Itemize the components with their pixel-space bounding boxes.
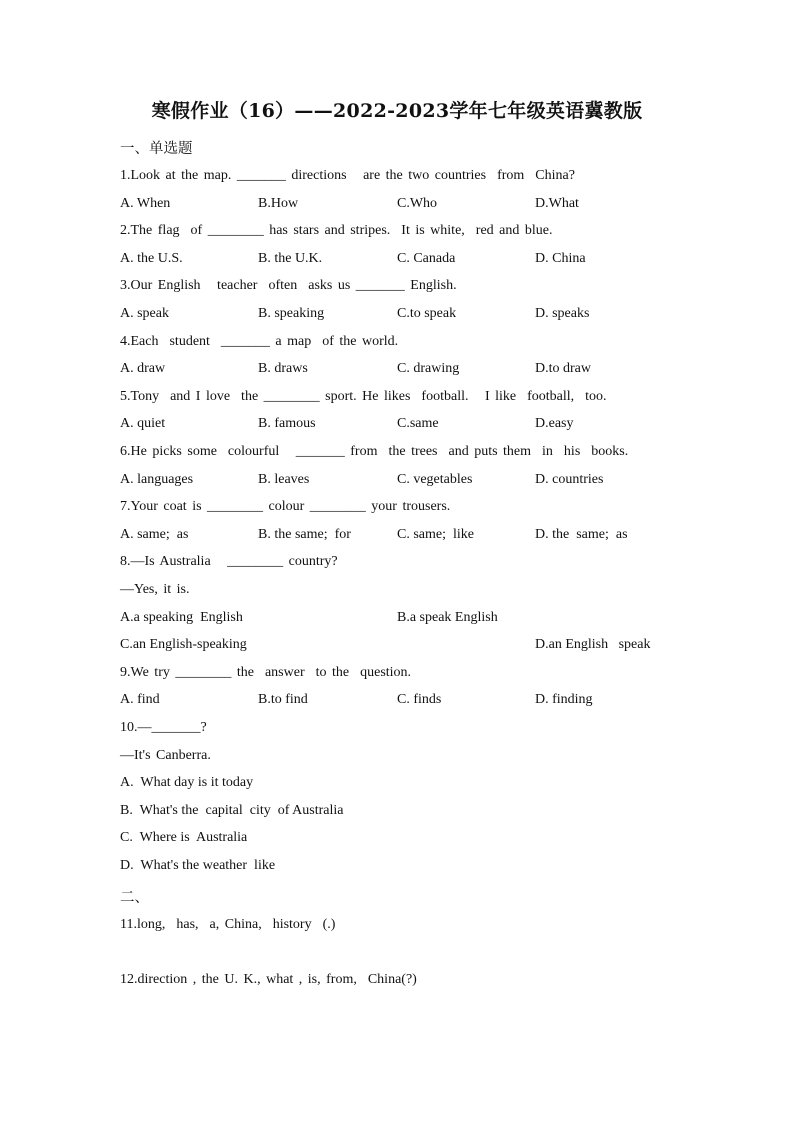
question-1-option-a[interactable]: A. When (120, 196, 171, 211)
question-7-option-a[interactable]: A. same; as (120, 527, 189, 542)
question-10-option-b[interactable]: B. What's the capital city of Australia (120, 803, 344, 818)
question-3-option-d[interactable]: D. speaks (535, 306, 590, 321)
question-3-option-a[interactable]: A. speak (120, 306, 169, 321)
question-5-option-b[interactable]: B. famous (258, 416, 316, 431)
question-8-option-b[interactable]: B.a speak English (397, 610, 498, 625)
question-10-option-c[interactable]: C. Where is Australia (120, 830, 248, 845)
question-2-stem: 2.The flag of ________ has stars and stripes. It is white, red and blue. (120, 223, 553, 238)
question-9-option-a[interactable]: A. find (120, 692, 160, 707)
question-10-option-a[interactable]: A. What day is it today (120, 775, 254, 790)
question-7-option-d[interactable]: D. the same; as (535, 527, 628, 542)
question-6-option-a[interactable]: A. languages (120, 472, 194, 487)
question-1-option-d[interactable]: D.What (535, 196, 579, 211)
question-4-option-a[interactable]: A. draw (120, 361, 166, 376)
question-3-option-b[interactable]: B. speaking (258, 306, 325, 321)
question-9-stem: 9.We try ________ the answer to the question. (120, 665, 412, 680)
question-5-option-d[interactable]: D.easy (535, 416, 574, 431)
question-10-response: —It's Canberra. (120, 748, 211, 763)
page-title: 寒假作业（16）——2022-2023学年七年级英语冀教版 (151, 100, 643, 122)
question-8-stem: 8.—Is Australia ________ country? (120, 554, 338, 569)
task-12: 12.direction , the U. K., what , is, from, China(?) (120, 972, 417, 987)
question-6-option-b[interactable]: B. leaves (258, 472, 310, 487)
section-heading-2: 二、 (120, 890, 149, 906)
question-7-option-b[interactable]: B. the same; for (258, 527, 351, 542)
question-6-option-d[interactable]: D. countries (535, 472, 604, 487)
question-8-response: —Yes, it is. (120, 582, 190, 597)
question-2-option-c[interactable]: C. Canada (397, 251, 456, 266)
question-8-option-c[interactable]: C.an English-speaking (120, 637, 247, 652)
question-5-stem: 5.Tony and I love the ________ sport. He likes football. I like football, too. (120, 389, 607, 404)
question-1-option-b[interactable]: B.How (258, 196, 299, 211)
question-8-option-d[interactable]: D.an English speak (535, 637, 651, 652)
question-6-stem: 6.He picks some colourful _______ from the trees and puts them in his books. (120, 444, 629, 459)
question-3-option-c[interactable]: C.to speak (397, 306, 457, 321)
question-4-option-b[interactable]: B. draws (258, 361, 308, 376)
question-6-option-c[interactable]: C. vegetables (397, 472, 473, 487)
question-5-option-c[interactable]: C.same (397, 416, 439, 431)
question-2-option-a[interactable]: A. the U.S. (120, 251, 183, 266)
question-7-stem: 7.Your coat is ________ colour ________ your trousers. (120, 499, 451, 514)
question-7-option-c[interactable]: C. same; like (397, 527, 474, 542)
question-2-option-b[interactable]: B. the U.K. (258, 251, 323, 266)
question-10-option-d[interactable]: D. What's the weather like (120, 858, 276, 873)
question-4-option-c[interactable]: C. drawing (397, 361, 460, 376)
question-9-option-c[interactable]: C. finds (397, 692, 442, 707)
question-5-option-a[interactable]: A. quiet (120, 416, 166, 431)
question-9-option-d[interactable]: D. finding (535, 692, 593, 707)
question-4-stem: 4.Each student _______ a map of the world. (120, 334, 399, 349)
section-heading-single-choice: 一、单选题 (120, 141, 193, 157)
question-10-stem: 10.—_______? (120, 720, 207, 735)
question-3-stem: 3.Our English teacher often asks us _______ English. (120, 278, 457, 293)
question-1-option-c[interactable]: C.Who (397, 196, 438, 211)
question-1-stem: 1.Look at the map. _______ directions are the two countries from China? (120, 168, 575, 183)
question-2-option-d[interactable]: D. China (535, 251, 586, 266)
question-8-option-a[interactable]: A.a speaking English (120, 610, 243, 625)
task-11: 11.long, has, a, China, history (.) (120, 917, 336, 932)
question-4-option-d[interactable]: D.to draw (535, 361, 591, 376)
question-9-option-b[interactable]: B.to find (258, 692, 308, 707)
